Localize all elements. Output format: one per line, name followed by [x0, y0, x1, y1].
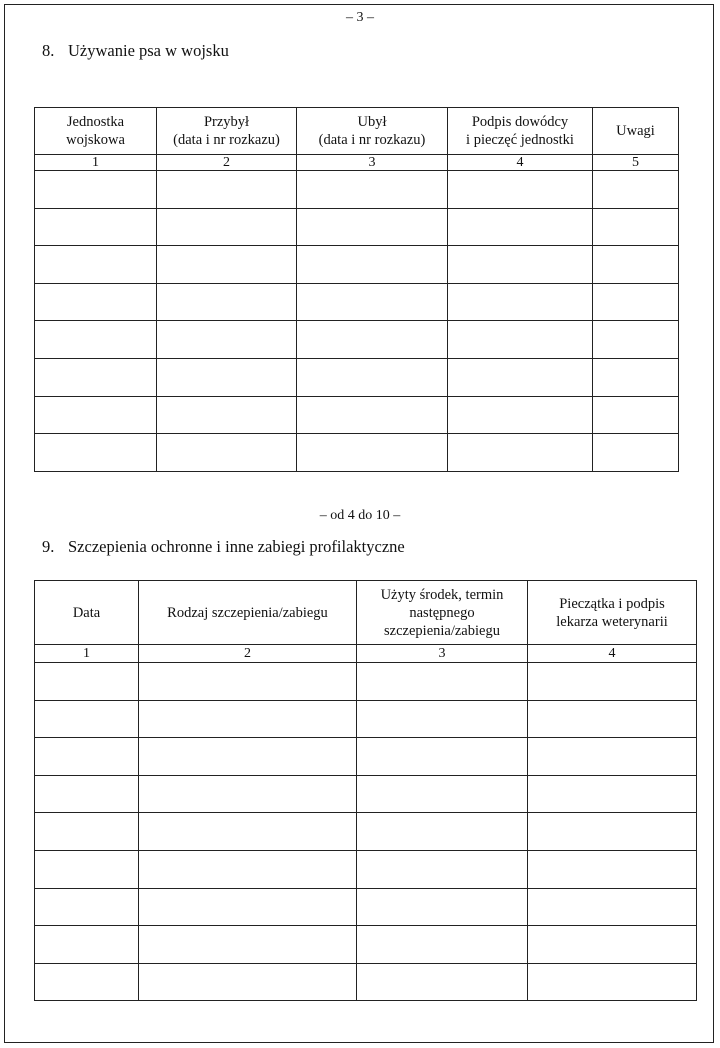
column-number: 2	[139, 645, 357, 663]
table-row	[35, 321, 679, 359]
table-header-row	[35, 581, 697, 645]
table-row	[35, 396, 679, 434]
table-cell[interactable]	[528, 663, 697, 701]
military-use-table	[34, 107, 679, 472]
section-8-heading	[42, 41, 229, 61]
table-cell[interactable]	[35, 246, 157, 284]
table-row	[35, 963, 697, 1001]
table-cell[interactable]	[297, 321, 448, 359]
military-use-table-body	[35, 171, 679, 472]
table-cell[interactable]	[35, 775, 139, 813]
table-cell[interactable]	[35, 434, 157, 472]
table-cell[interactable]	[593, 171, 679, 209]
table-cell[interactable]	[297, 434, 448, 472]
header-departed	[297, 108, 448, 155]
section-8-title: Używanie psa w wojsku	[68, 41, 229, 60]
table-cell[interactable]	[35, 700, 139, 738]
table-cell[interactable]	[157, 246, 297, 284]
table-cell[interactable]	[448, 321, 593, 359]
header-military-unit	[35, 108, 157, 155]
table-cell[interactable]	[35, 963, 139, 1001]
table-cell[interactable]	[448, 208, 593, 246]
table-cell[interactable]	[357, 813, 528, 851]
table-cell[interactable]	[448, 283, 593, 321]
header-date	[35, 581, 139, 645]
table-cell[interactable]	[357, 850, 528, 888]
table-cell[interactable]	[593, 396, 679, 434]
header-line: Przybył	[203, 114, 250, 130]
table-cell[interactable]	[528, 738, 697, 776]
header-line: Uwagi	[616, 123, 655, 139]
header-line: Podpis dowódcy	[471, 114, 569, 130]
table-row	[35, 208, 679, 246]
page-range-note: – od 4 do 10 –	[319, 508, 401, 523]
header-line: wojskowa	[66, 132, 125, 148]
header-vet-stamp	[528, 581, 697, 645]
table-cell[interactable]	[157, 396, 297, 434]
table-cell[interactable]	[297, 283, 448, 321]
table-cell[interactable]	[139, 963, 357, 1001]
table-cell[interactable]	[528, 813, 697, 851]
header-line: Data	[72, 604, 101, 621]
table-row	[35, 171, 679, 209]
section-9-heading	[42, 537, 405, 557]
table-cell[interactable]	[35, 321, 157, 359]
table-cell[interactable]	[528, 775, 697, 813]
section-8-number: 8.	[42, 41, 55, 60]
table-cell[interactable]	[593, 208, 679, 246]
table-cell[interactable]	[139, 775, 357, 813]
table-cell[interactable]	[157, 321, 297, 359]
vaccination-table	[34, 580, 697, 1001]
table-cell[interactable]	[528, 888, 697, 926]
header-line: Użyty środek, termin	[380, 586, 504, 603]
table-cell[interactable]	[139, 926, 357, 964]
table-cell[interactable]	[448, 171, 593, 209]
table-cell[interactable]	[357, 775, 528, 813]
header-line: Ubył	[357, 114, 387, 130]
header-arrived	[157, 108, 297, 155]
column-number: 4	[528, 645, 697, 663]
table-cell[interactable]	[35, 926, 139, 964]
table-row	[35, 850, 697, 888]
column-number-row	[35, 645, 697, 663]
table-cell[interactable]	[448, 358, 593, 396]
table-cell[interactable]	[35, 208, 157, 246]
table-cell[interactable]	[528, 963, 697, 1001]
table-cell[interactable]	[528, 926, 697, 964]
table-row	[35, 246, 679, 284]
table-cell[interactable]	[297, 208, 448, 246]
table-cell[interactable]	[35, 358, 157, 396]
vaccination-table-body	[35, 663, 697, 1001]
table-cell[interactable]	[35, 850, 139, 888]
table-cell[interactable]	[35, 738, 139, 776]
table-cell[interactable]	[35, 283, 157, 321]
page-number: – 3 –	[346, 10, 374, 25]
table-cell[interactable]	[357, 700, 528, 738]
header-vaccination-type	[139, 581, 357, 645]
table-cell[interactable]	[157, 434, 297, 472]
table-cell[interactable]	[35, 396, 157, 434]
table-cell[interactable]	[139, 888, 357, 926]
header-line: następnego	[409, 604, 475, 621]
table-cell[interactable]	[593, 434, 679, 472]
header-line: szczepienia/zabiegu	[384, 622, 500, 639]
table-cell[interactable]	[448, 396, 593, 434]
table-cell[interactable]	[593, 283, 679, 321]
table-row	[35, 434, 679, 472]
table-cell[interactable]	[448, 434, 593, 472]
header-line: Pieczątka i podpis	[559, 595, 665, 612]
table-cell[interactable]	[139, 663, 357, 701]
header-line: lekarza weterynarii	[556, 613, 668, 630]
table-cell[interactable]	[357, 738, 528, 776]
table-cell[interactable]	[357, 888, 528, 926]
table-cell[interactable]	[593, 246, 679, 284]
table-cell[interactable]	[35, 888, 139, 926]
table-cell[interactable]	[297, 246, 448, 284]
table-cell[interactable]	[593, 358, 679, 396]
table-row	[35, 738, 697, 776]
table-row	[35, 663, 697, 701]
column-number: 5	[593, 155, 679, 171]
header-line: (data i nr rozkazu)	[318, 132, 426, 148]
table-cell[interactable]	[357, 926, 528, 964]
table-cell[interactable]	[297, 396, 448, 434]
table-header-row	[35, 108, 679, 155]
table-row	[35, 700, 697, 738]
column-number-row	[35, 155, 679, 171]
table-cell[interactable]	[35, 663, 139, 701]
header-commander-signature	[448, 108, 593, 155]
column-number: 3	[357, 645, 528, 663]
table-cell[interactable]	[139, 700, 357, 738]
table-row	[35, 283, 679, 321]
table-cell[interactable]	[35, 813, 139, 851]
table-row	[35, 813, 697, 851]
table-cell[interactable]	[593, 321, 679, 359]
header-agent-used	[357, 581, 528, 645]
table-cell[interactable]	[35, 171, 157, 209]
table-cell[interactable]	[357, 663, 528, 701]
column-number: 1	[35, 645, 139, 663]
header-line: Jednostka	[66, 114, 125, 130]
section-9-number: 9.	[42, 537, 55, 556]
header-line: (data i nr rozkazu)	[173, 132, 280, 148]
table-cell[interactable]	[297, 358, 448, 396]
table-cell[interactable]	[528, 700, 697, 738]
table-row	[35, 926, 697, 964]
column-number: 2	[157, 155, 297, 171]
table-cell[interactable]	[448, 246, 593, 284]
header-line: i pieczęć jednostki	[466, 132, 574, 148]
table-cell[interactable]	[157, 208, 297, 246]
table-row	[35, 775, 697, 813]
section-9-title: Szczepienia ochronne i inne zabiegi profilaktyczne	[68, 537, 405, 556]
column-number: 3	[297, 155, 448, 171]
table-cell[interactable]	[297, 171, 448, 209]
table-cell[interactable]	[528, 850, 697, 888]
header-remarks	[593, 108, 679, 155]
header-line: Rodzaj szczepienia/zabiegu	[167, 604, 328, 621]
table-row	[35, 888, 697, 926]
column-number: 1	[35, 155, 157, 171]
table-cell[interactable]	[157, 171, 297, 209]
table-cell[interactable]	[157, 283, 297, 321]
table-cell[interactable]	[357, 963, 528, 1001]
table-cell[interactable]	[139, 813, 357, 851]
column-number: 4	[448, 155, 593, 171]
table-cell[interactable]	[139, 738, 357, 776]
table-row	[35, 358, 679, 396]
table-cell[interactable]	[139, 850, 357, 888]
table-cell[interactable]	[157, 358, 297, 396]
